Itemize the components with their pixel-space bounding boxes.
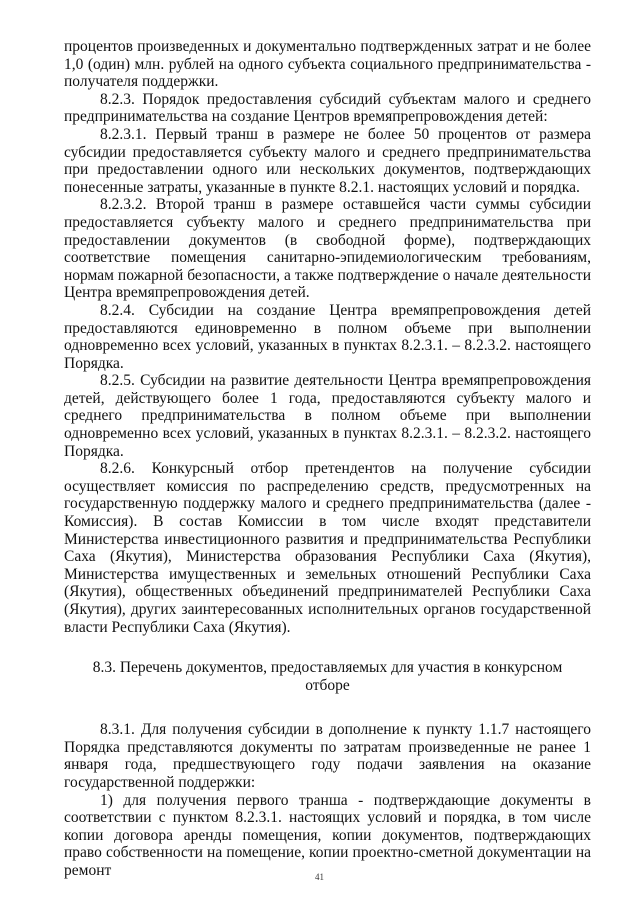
paragraph-item-1: 1) для получения первого транша - подтверждающие документы в соответствии с пунктом 8.2.3.1. настоящих условий и порядка, в том числе копии договора аренды помещения, копии документов, подтверждающих право собственности на помещение, копии проектно-сметной документации на ремонт bbox=[64, 791, 591, 879]
paragraph-8-2-5: 8.2.5. Субсидии на развитие деятельности Центра времяпрепровождения детей, действующего более 1 года, предоставляются субъекту малого и среднего предпринимательства в полном объеме при выполнении одновременно всех условий, указанных в пунктах 8.2.3.1. – 8.2.3.2. настоящего Порядка. bbox=[64, 372, 591, 460]
document-page bbox=[64, 38, 591, 880]
paragraph-8-3-1: 8.3.1. Для получения субсидии в дополнение к пункту 1.1.7 настоящего Порядка представляются документы по затратам произведенные не ранее 1 января года, предшествующего году подачи заявления на оказание государственной поддержки: bbox=[64, 721, 591, 791]
paragraph-continuation: процентов произведенных и документально подтвержденных затрат и не более 1,0 (один) млн. рублей на одного субъекта социального предпринимательства - получателя поддержки. bbox=[64, 38, 591, 91]
page-number: 41 bbox=[315, 872, 324, 882]
paragraph-8-2-4: 8.2.4. Субсидии на создание Центра времяпрепровождения детей предоставляются единовременно в полном объеме при выполнении одновременно всех условий, указанных в пунктах 8.2.3.1. – 8.2.3.2. настоящего Порядка. bbox=[64, 301, 591, 372]
paragraph-8-2-3-2: 8.2.3.2. Второй транш в размере оставшейся части суммы субсидии предоставляется субъекту малого и среднего предпринимательства при предоставлении документов (в свободной форме), подтверждающих соответствие помещения санитарно-эпидемиологическим требованиям, нормам пожарной безопасности, а также подтверждение о начале деятельности Центра времяпрепровождения детей. bbox=[64, 196, 591, 302]
paragraph-8-2-3-1: 8.2.3.1. Первый транш в размере не более 50 процентов от размера субсидии предоставляется субъекту малого и среднего предпринимательства при предоставлении одного или нескольких документов, подтверждающих понесенные затраты, указанные в пункте 8.2.1. настоящих условий и порядка. bbox=[64, 125, 591, 196]
paragraph-8-2-3: 8.2.3. Порядок предоставления субсидий субъектам малого и среднего предпринимательства на создание Центров времяпрепровождения детей: bbox=[64, 90, 591, 126]
paragraph-8-2-6: 8.2.6. Конкурсный отбор претендентов на получение субсидии осуществляет комиссия по распределению средств, предусмотренных на государственную поддержку малого и среднего предпринимательства (далее - Комиссия). В состав Комиссии в том числе входят представители Министерства инвестиционного развития и предпринимательства Республики Саха (Якутия), Министерства образования Республики Саха (Якутия), Министерства имущественных и земельных отношений Республики Саха (Якутия), общественных объединений предпринимателей Республики Саха (Якутия), других заинтересованных исполнительных органов государственной власти Республики Саха (Якутия). bbox=[64, 460, 591, 636]
section-heading-8-3: 8.3. Перечень документов, предоставляемых для участия в конкурсном отборе bbox=[92, 659, 563, 695]
